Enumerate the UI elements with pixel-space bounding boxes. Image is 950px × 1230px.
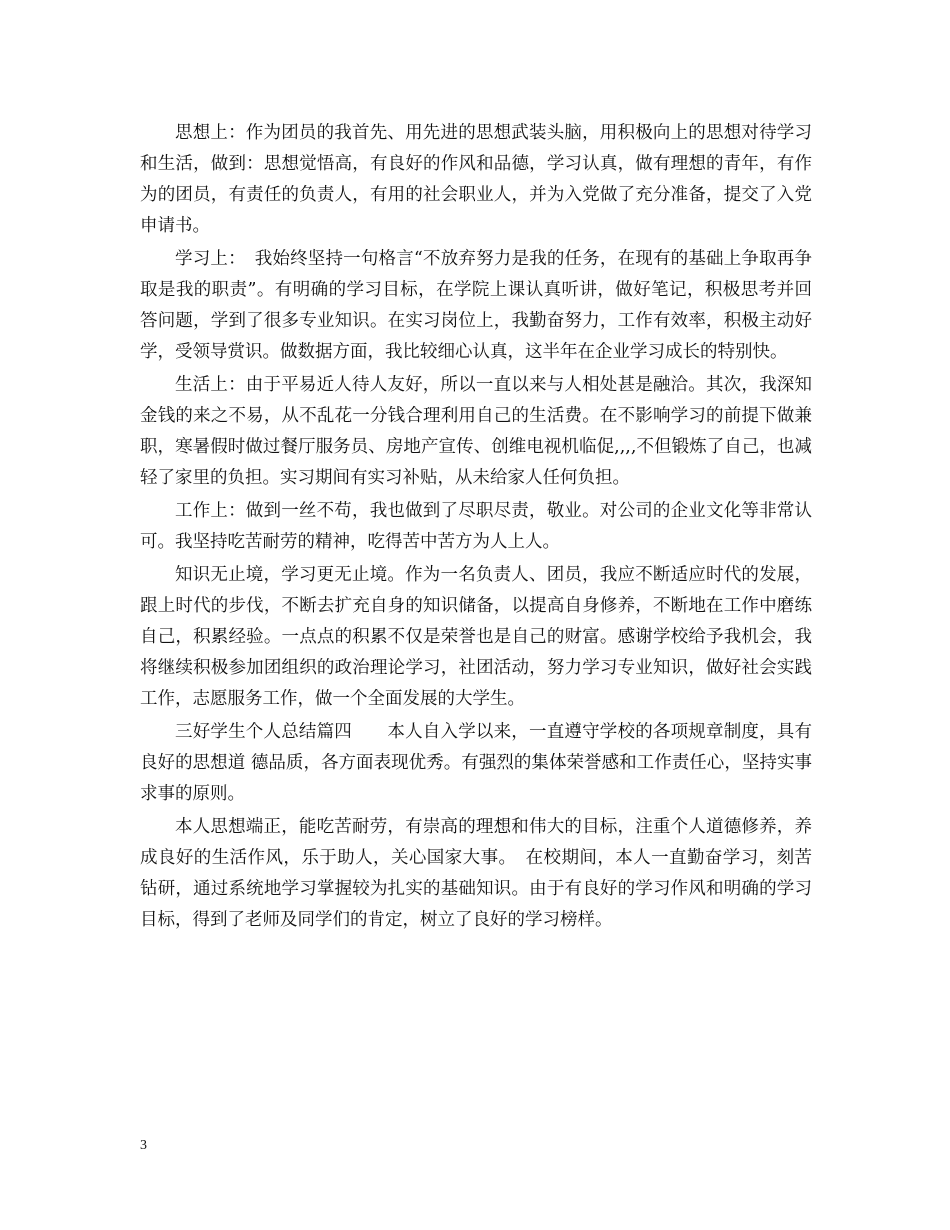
paragraph-knowledge: 知识无止境，学习更无止境。作为一名负责人、团员，我应不断适应时代的发展，跟上时代的步伐，不断去扩充自身的知识储备，以提高自身修养，不断地在工作中磨练自己，积累经验。一点点的积累不仅是荣誉也是自己的财富。感谢学校给予我机会，我将继续积极参加团组织的政治理论学习，社团活动，努力学习专业知识，做好社会实践工作，志愿服务工作，做一个全面发展的大学生。 — [140, 565, 812, 709]
document-body — [140, 118, 812, 938]
paragraph-summary-part4: 三好学生个人总结篇四 本人自入学以来，一直遵守学校的各项规章制度，具有良好的思想道 德品质，各方面表现优秀。有强烈的集体荣誉感和工作责任心，坚持实事求事的原则。 — [140, 722, 812, 804]
page-number: 3 — [140, 1138, 147, 1153]
paragraph-work: 工作上：做到一丝不苟，我也做到了尽职尽责，敬业。对公司的企业文化等非常认可。我坚持吃苦耐劳的精神，吃得苦中苦方为人上人。 — [140, 501, 812, 552]
paragraph-study: 学习上： 我始终坚持一句格言“不放弃努力是我的任务，在现有的基础上争取再争取是我的职责”。有明确的学习目标，在学院上课认真听讲，做好笔记，积极思考并回答问题，学到了很多专业知识。在实习岗位上，我勤奋努力，工作有效率，积极主动好学，受领导赏识。做数据方面，我比较细心认真，这半年在企业学习成长的特别快。 — [140, 249, 812, 362]
paragraph-life: 生活上：由于平易近人待人友好，所以一直以来与人相处甚是融洽。其次，我深知金钱的来之不易，从不乱花一分钱合理利用自己的生活费。在不影响学习的前提下做兼职，寒暑假时做过餐厅服务员、房地产宣传、创维电视机临促,,,,不但锻炼了自己，也减轻了家里的负担。实习期间有实习补贴，从未给家人任何负担。 — [140, 375, 812, 488]
paragraph-ideology: 思想上：作为团员的我首先、用先进的思想武装头脑，用积极向上的思想对待学习和生活，做到：思想觉悟高，有良好的作风和品德，学习认真，做有理想的青年，有作为的团员，有责任的负责人，有用的社会职业人，并为入党做了充分准备，提交了入党申请书。 — [140, 123, 812, 236]
paragraph-character: 本人思想端正，能吃苦耐劳，有崇高的理想和伟大的目标，注重个人道德修养，养成良好的生活作风，乐于助人，关心国家大事。 在校期间，本人一直勤奋学习，刻苦钻研，通过系统地学习掌握较为扎实的基础知识。由于有良好的学习作风和明确的学习目标，得到了老师及同学们的肯定，树立了良好的学习榜样。 — [140, 817, 812, 930]
